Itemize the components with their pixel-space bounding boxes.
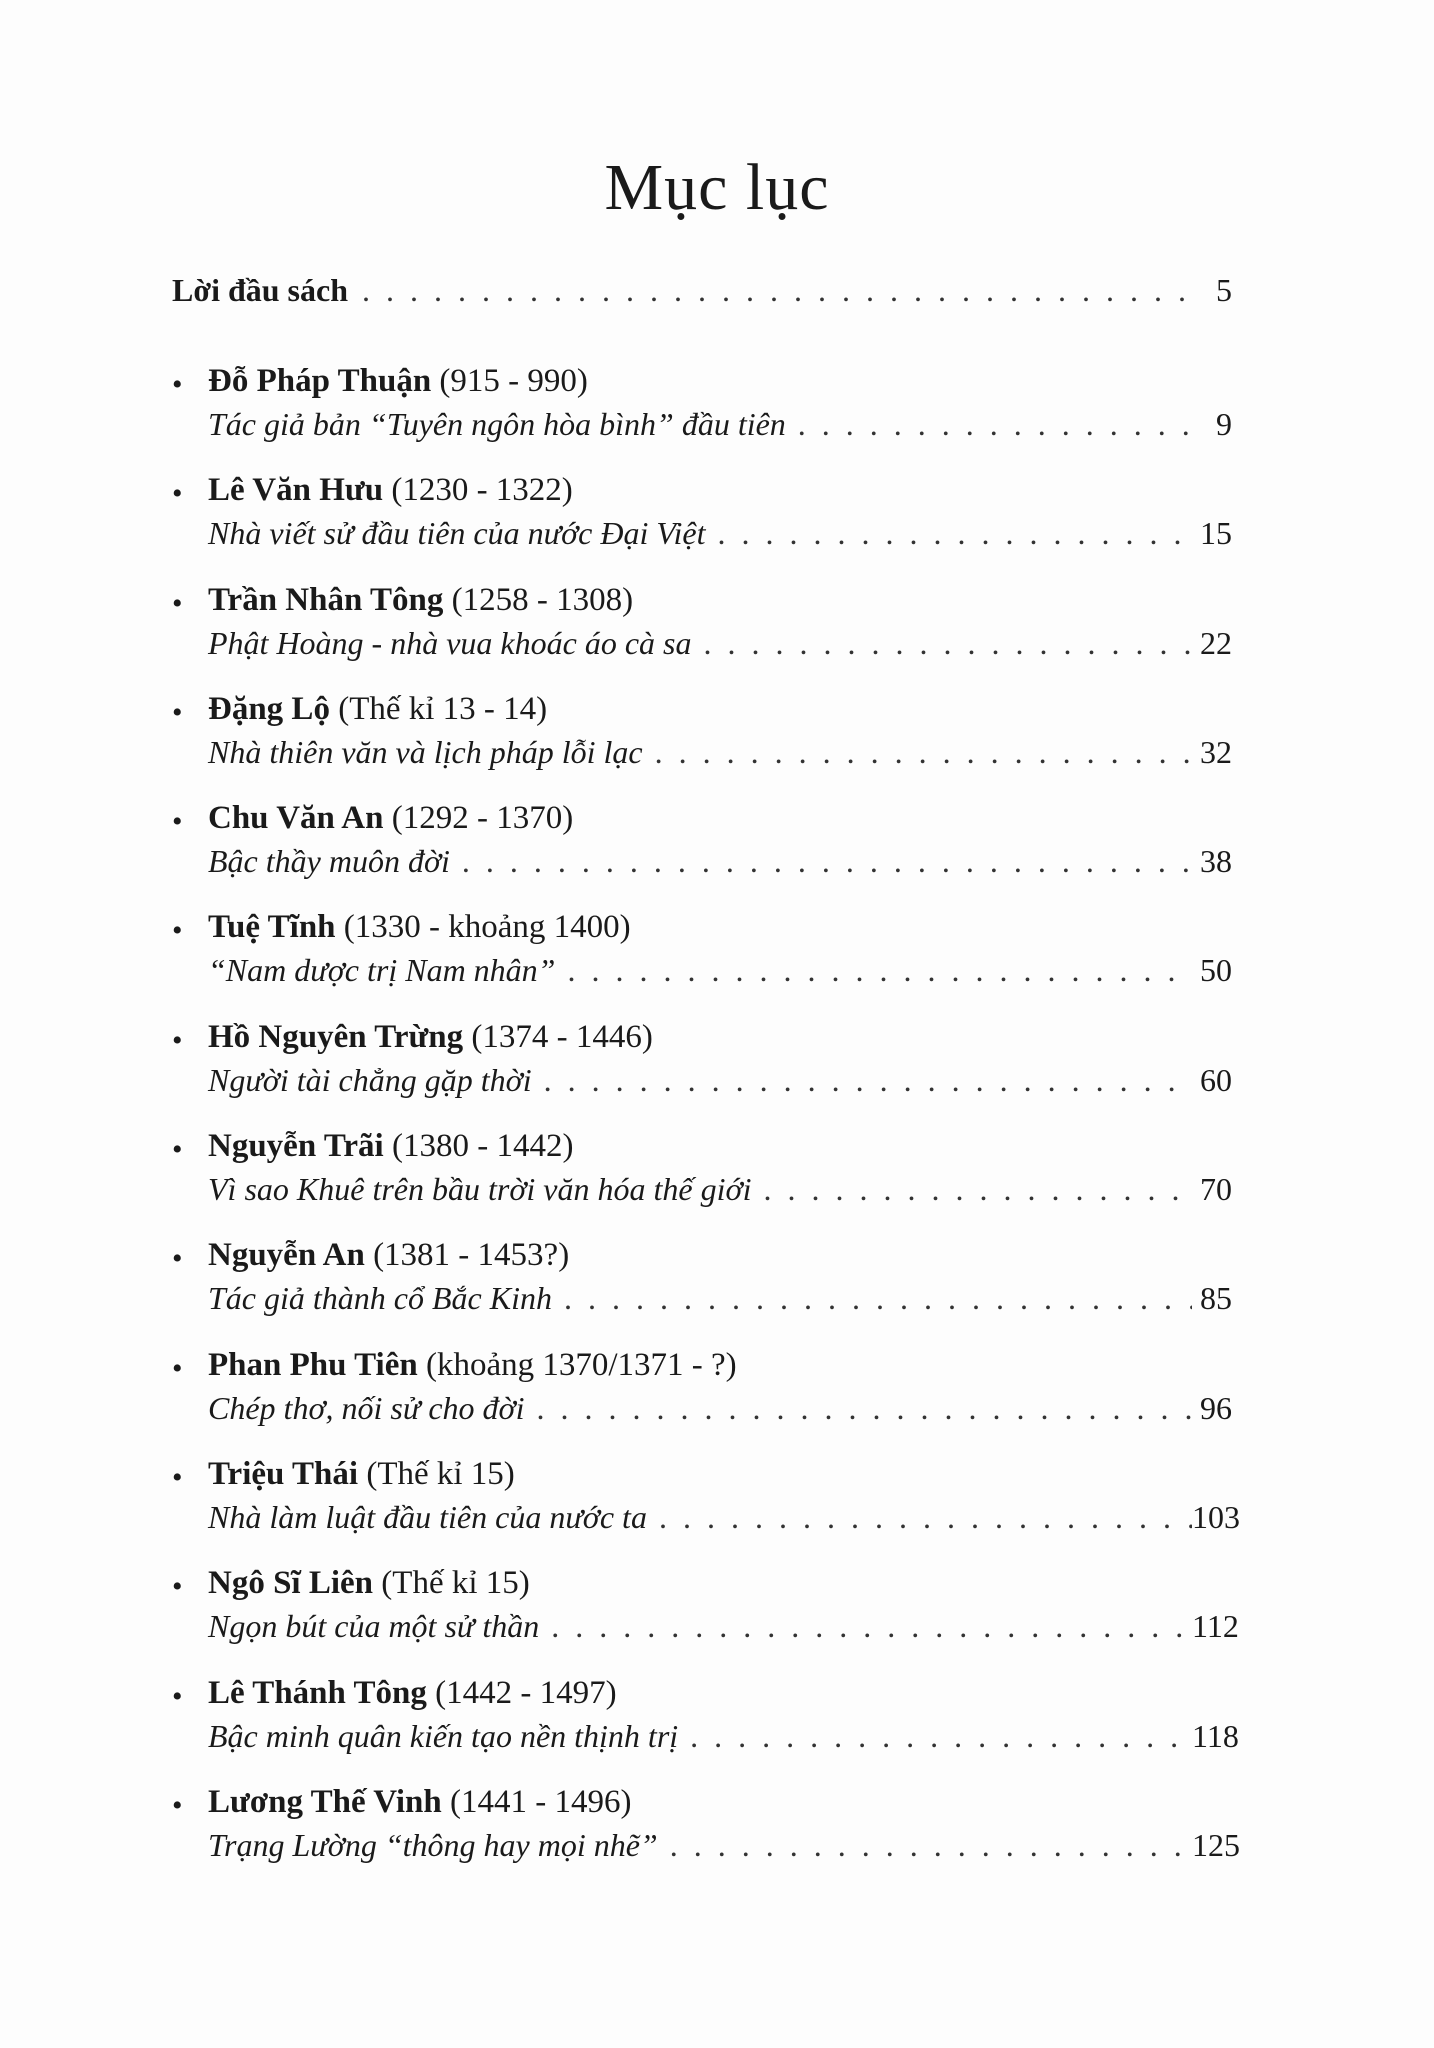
person-name: Lê Văn Hưu xyxy=(208,472,384,509)
toc-entry[interactable] xyxy=(172,579,1232,688)
toc-intro-page: 5 xyxy=(1216,272,1232,308)
entry-name-line xyxy=(208,1453,1232,1495)
entry-name-line xyxy=(208,1016,1232,1058)
bullet-icon: • xyxy=(172,1133,183,1167)
person-dates: (1330 - khoảng 1400) xyxy=(343,909,631,946)
bullet-icon: • xyxy=(172,586,183,620)
entry-name-line xyxy=(208,1125,1232,1167)
entry-page-number: 112 xyxy=(1192,1608,1239,1645)
entry-name-line xyxy=(208,906,1232,948)
person-name: Chu Văn An xyxy=(208,800,384,837)
dot-leader xyxy=(697,621,1192,665)
entry-subtitle: Phật Hoàng - nhà vua khoác áo cà sa xyxy=(208,624,692,661)
toc-entry[interactable] xyxy=(172,1453,1240,1562)
entry-subtitle-line xyxy=(208,511,1232,555)
dot-leader xyxy=(664,1823,1192,1867)
person-name: Trần Nhân Tông xyxy=(208,581,444,618)
person-dates: (khoảng 1370/1371 - ?) xyxy=(425,1346,737,1383)
bullet-icon: • xyxy=(172,695,183,729)
person-name: Nguyễn An xyxy=(208,1237,365,1274)
entry-subtitle-line xyxy=(208,730,1232,774)
toc-entry[interactable] xyxy=(172,1016,1232,1125)
entry-page-number: 22 xyxy=(1200,624,1232,661)
bullet-icon: • xyxy=(172,1460,183,1494)
person-dates: (Thế kỉ 15) xyxy=(366,1455,515,1492)
person-name: Lương Thế Vinh xyxy=(208,1783,442,1820)
entry-subtitle: Nhà viết sử đầu tiên của nước Đại Việt xyxy=(208,515,706,552)
person-dates: (Thế kỉ 13 - 14) xyxy=(338,690,548,727)
person-name: Triệu Thái xyxy=(208,1455,359,1492)
person-dates: (1381 - 1453?) xyxy=(373,1237,570,1274)
person-name: Tuệ Tĩnh xyxy=(208,909,336,946)
entry-page-number: 118 xyxy=(1192,1717,1239,1754)
entry-subtitle-line xyxy=(208,1823,1240,1867)
entry-page-number: 9 xyxy=(1216,406,1232,442)
entry-page-number: 85 xyxy=(1200,1280,1232,1317)
entry-subtitle: Tác giả bản “Tuyên ngôn hòa bình” đầu tiên xyxy=(208,406,786,442)
entry-page-number: 60 xyxy=(1200,1061,1232,1098)
entry-subtitle-line xyxy=(208,839,1232,883)
person-name: Hồ Nguyên Trừng xyxy=(208,1018,464,1055)
entry-subtitle-line xyxy=(208,1714,1239,1758)
entry-name-line xyxy=(208,1344,1232,1386)
entry-subtitle: Nhà làm luật đầu tiên của nước ta xyxy=(208,1498,647,1535)
person-name: Phan Phu Tiên xyxy=(208,1346,418,1383)
bullet-icon: • xyxy=(172,1351,183,1385)
entry-subtitle: Nhà thiên văn và lịch pháp lỗi lạc xyxy=(208,733,643,770)
bullet-icon: • xyxy=(172,914,183,948)
entry-subtitle: Trạng Lường “thông hay mọi nhẽ” xyxy=(208,1826,658,1863)
entry-subtitle-line xyxy=(208,621,1232,665)
dot-leader xyxy=(653,1495,1192,1539)
person-dates: (915 - 990) xyxy=(439,363,588,399)
entry-subtitle: Chép thơ, nối sử cho đời xyxy=(208,1389,525,1426)
person-name: Ngô Sĩ Liên xyxy=(208,1565,374,1602)
bullet-icon: • xyxy=(172,477,183,511)
person-dates: (1292 - 1370) xyxy=(391,800,574,837)
dot-leader xyxy=(561,948,1192,992)
entry-subtitle-line xyxy=(208,1058,1232,1102)
toc-entry[interactable] xyxy=(172,797,1232,906)
entry-page-number: 32 xyxy=(1200,733,1232,770)
dot-leader xyxy=(649,730,1192,774)
dot-leader xyxy=(356,272,1192,309)
entry-page-number: 70 xyxy=(1200,1171,1232,1208)
person-dates: (1230 - 1322) xyxy=(391,472,573,509)
entry-subtitle-line xyxy=(208,948,1232,992)
bullet-icon: • xyxy=(172,1570,183,1604)
bullet-icon: • xyxy=(172,805,183,839)
entry-subtitle: “Nam dược trị Nam nhân” xyxy=(208,952,556,989)
dot-leader xyxy=(757,1167,1192,1211)
dot-leader xyxy=(545,1604,1192,1648)
entry-name-line xyxy=(208,1562,1232,1604)
entry-name-line xyxy=(208,469,1232,511)
toc-list xyxy=(172,360,1240,1890)
entry-name-line xyxy=(208,360,1232,402)
dot-leader xyxy=(684,1714,1192,1758)
bullet-icon: • xyxy=(172,1023,183,1057)
person-dates: (1380 - 1442) xyxy=(391,1128,574,1165)
entry-subtitle: Bậc thầy muôn đời xyxy=(208,843,450,880)
page-title: Mục lục xyxy=(604,151,830,224)
bullet-icon: • xyxy=(172,368,183,401)
entry-subtitle: Bậc minh quân kiến tạo nền thịnh trị xyxy=(208,1717,679,1754)
entry-subtitle: Tác giả thành cổ Bắc Kinh xyxy=(208,1280,552,1317)
person-name: Đặng Lộ xyxy=(208,690,330,727)
dot-leader xyxy=(558,1276,1192,1320)
toc-entry[interactable] xyxy=(172,1234,1232,1343)
dot-leader xyxy=(456,839,1192,883)
dot-leader xyxy=(792,402,1192,446)
entry-page-number: 103 xyxy=(1192,1498,1240,1535)
bullet-icon: • xyxy=(172,1679,183,1713)
entry-name-line xyxy=(208,1672,1232,1714)
entry-subtitle-line xyxy=(208,1167,1232,1211)
entry-subtitle: Vì sao Khuê trên bầu trời văn hóa thế giới xyxy=(208,1171,752,1208)
entry-page-number: 96 xyxy=(1200,1389,1232,1426)
toc-entry[interactable] xyxy=(172,1672,1239,1781)
entry-name-line xyxy=(208,1234,1232,1276)
toc-entry[interactable] xyxy=(172,469,1232,578)
person-dates: (1374 - 1446) xyxy=(471,1018,653,1055)
bullet-icon: • xyxy=(172,1242,183,1276)
entry-page-number: 38 xyxy=(1200,843,1232,880)
person-dates: (1441 - 1496) xyxy=(450,1783,632,1820)
person-name: Nguyễn Trãi xyxy=(208,1128,384,1165)
toc-entry[interactable] xyxy=(172,688,1232,797)
person-name: Đỗ Pháp Thuận xyxy=(208,363,432,399)
entry-subtitle-line xyxy=(208,1386,1232,1430)
entry-subtitle: Ngọn bút của một sử thần xyxy=(208,1608,540,1645)
toc-entry[interactable] xyxy=(172,1562,1239,1671)
person-dates: (1442 - 1497) xyxy=(435,1674,617,1711)
entry-name-line xyxy=(208,579,1232,621)
entry-subtitle-line xyxy=(208,1276,1232,1320)
person-dates: (1258 - 1308) xyxy=(451,581,634,618)
entry-subtitle-line xyxy=(208,1604,1239,1648)
toc-entry[interactable] xyxy=(172,1781,1240,1890)
toc-entry[interactable] xyxy=(172,1125,1232,1234)
entry-name-line xyxy=(208,797,1232,839)
toc-intro-label: Lời đầu sách xyxy=(172,272,348,308)
entry-page-number: 15 xyxy=(1200,515,1232,552)
entry-subtitle-line xyxy=(208,1495,1240,1539)
toc-entry[interactable] xyxy=(172,1344,1232,1453)
dot-leader xyxy=(712,511,1192,555)
entry-name-line xyxy=(208,1781,1232,1823)
entry-page-number: 125 xyxy=(1192,1826,1240,1863)
toc-intro-row[interactable] xyxy=(172,272,1232,316)
entry-name-line xyxy=(208,688,1232,730)
person-name: Lê Thánh Tông xyxy=(208,1674,427,1711)
entry-subtitle-line xyxy=(208,402,1232,446)
bullet-icon: • xyxy=(172,1788,183,1822)
person-dates: (Thế kỉ 15) xyxy=(381,1565,530,1602)
dot-leader xyxy=(538,1058,1192,1102)
dot-leader xyxy=(530,1386,1192,1430)
entry-page-number: 50 xyxy=(1200,952,1232,989)
entry-subtitle: Người tài chẳng gặp thời xyxy=(208,1061,532,1098)
toc-entry[interactable] xyxy=(172,360,1232,469)
toc-entry[interactable] xyxy=(172,906,1232,1015)
